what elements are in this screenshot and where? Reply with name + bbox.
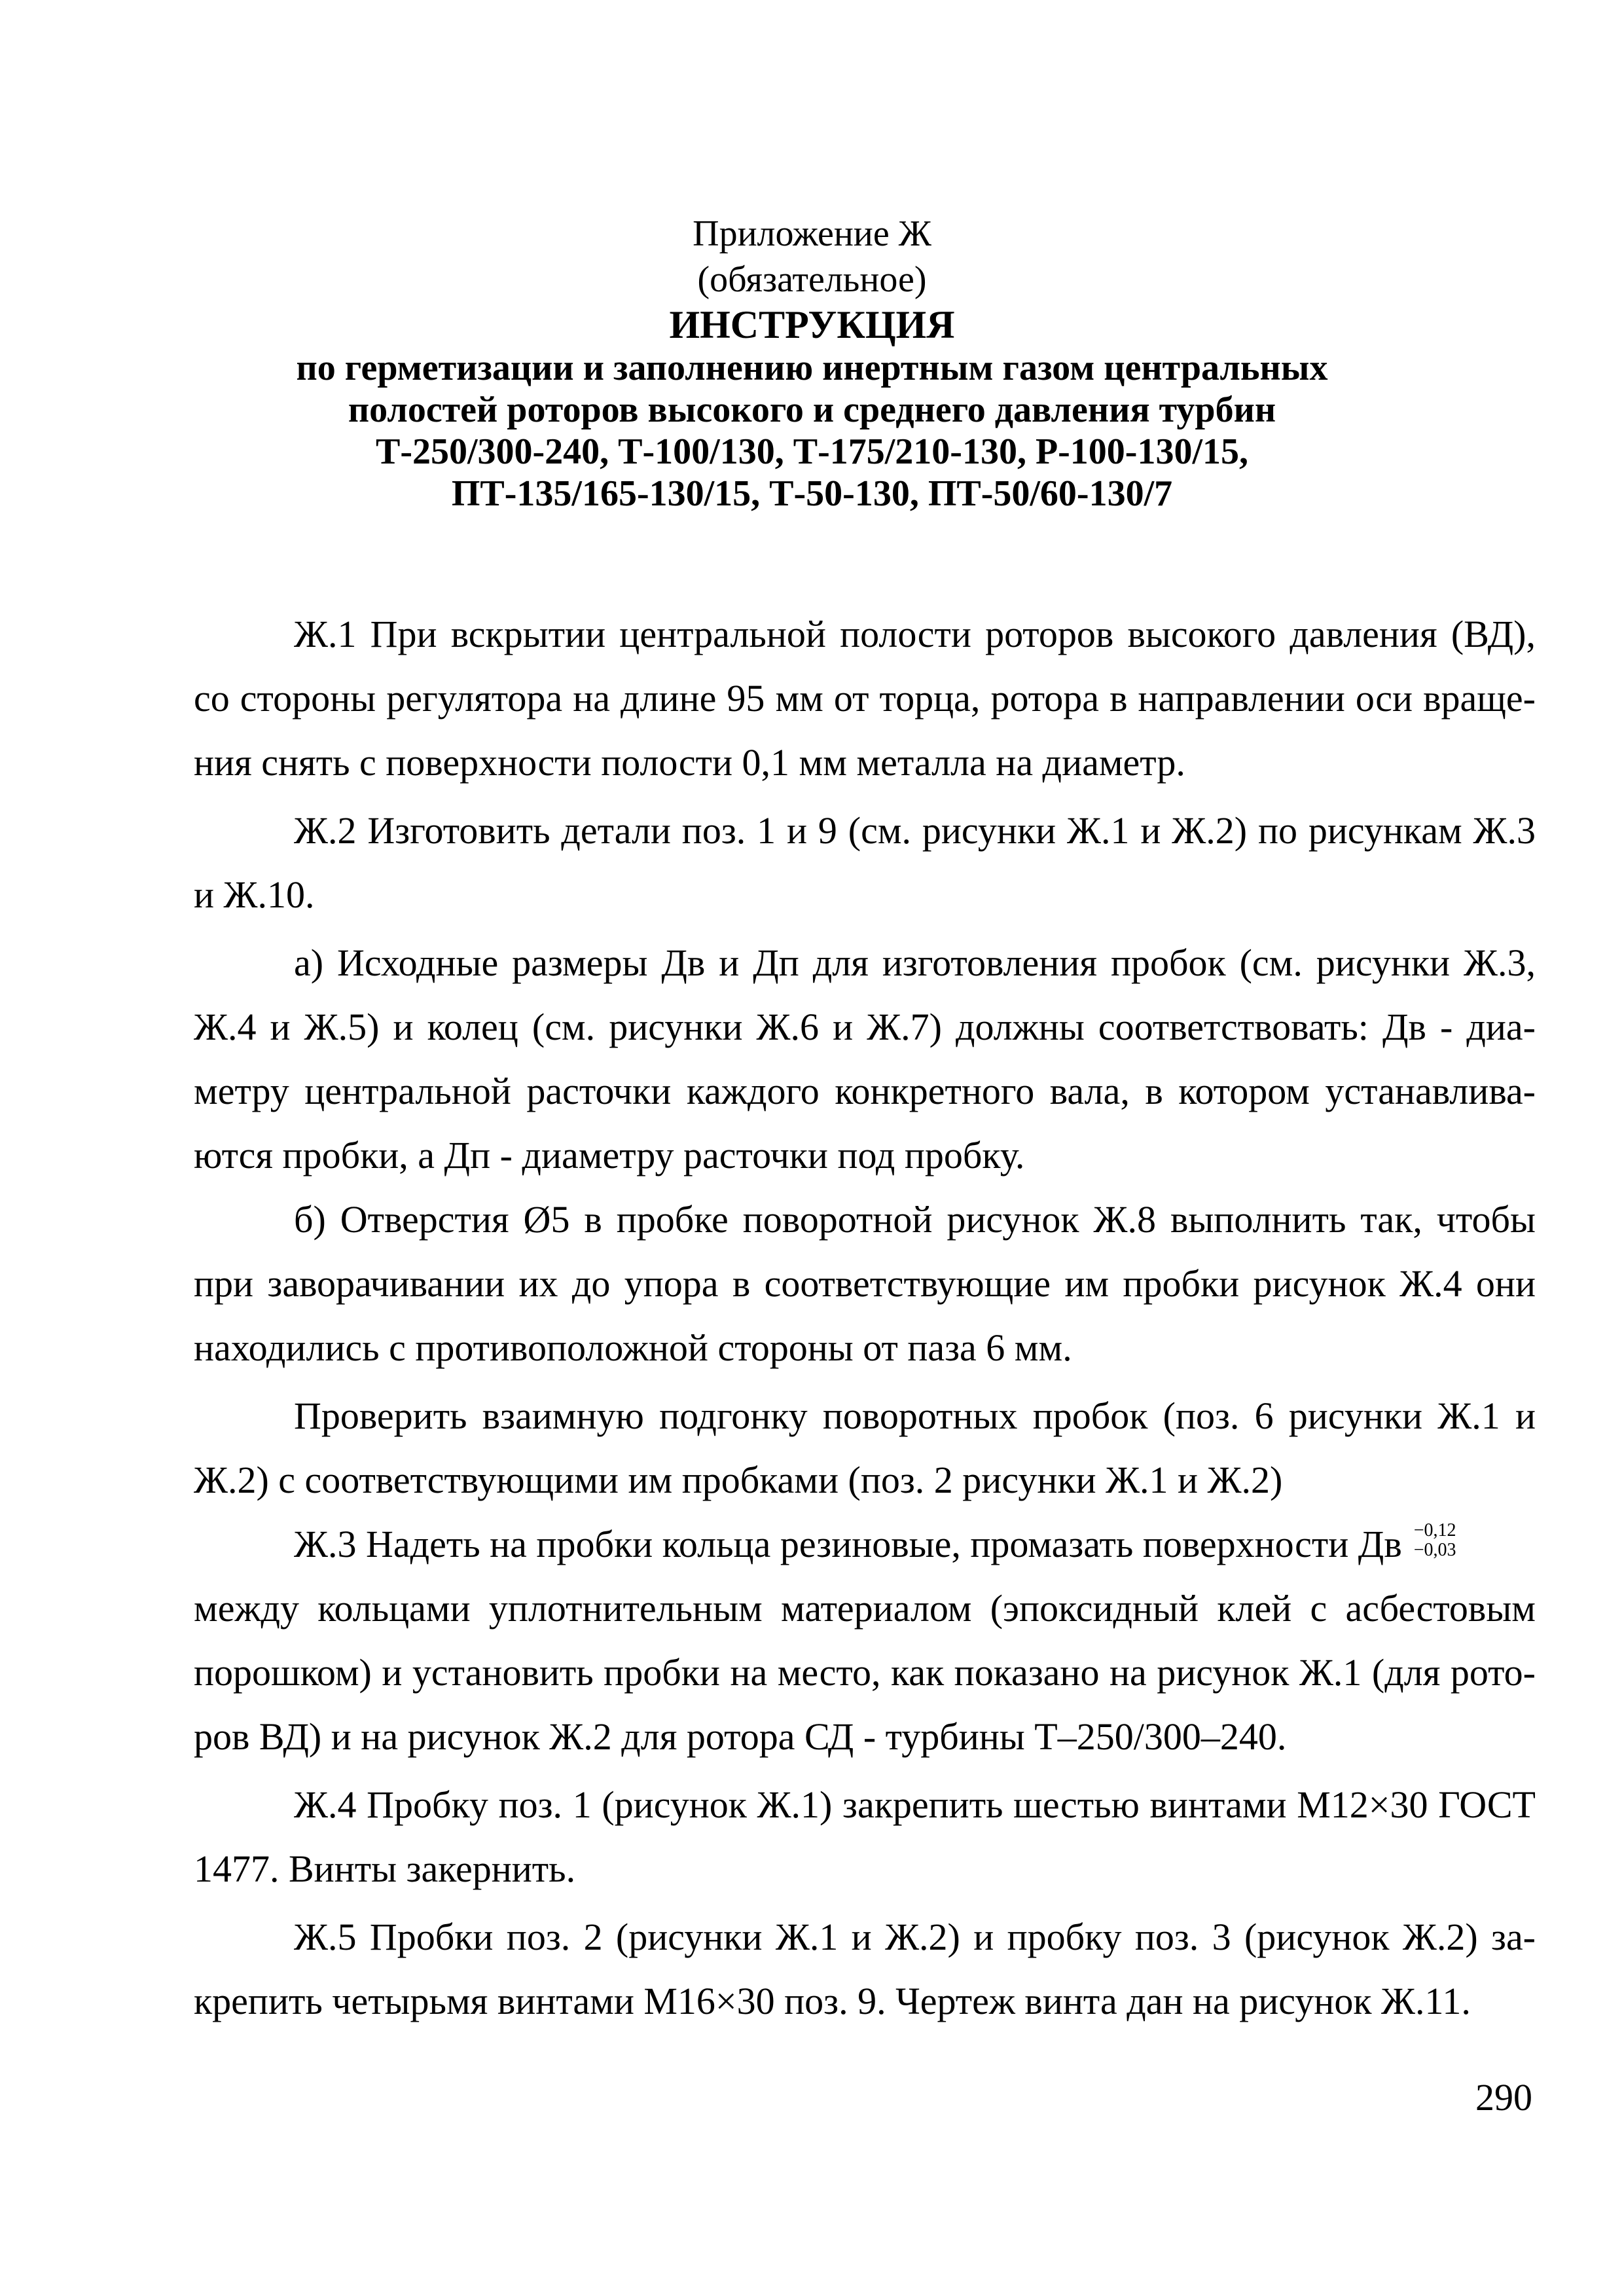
paragraph-zh1: Ж.1 При вскрытии центральной полости роторов высокого давления (ВД), со стороны регулятора на длине 95 мм от торца, ротора в направлении оси враще-ния снять с поверхности полости 0,1 мм металла на диаметр. (194, 613, 1536, 784)
tolerance-upper: −0,12 (1413, 1520, 1456, 1540)
paragraph-zh4: Ж.4 Пробку поз. 1 (рисунок Ж.1) закрепить шестью винтами М12×30 ГОСТ 1477. Винты закернить. (194, 1783, 1536, 1890)
subtitle-line-1: по герметизации и заполнению инертным газом центральных (296, 348, 1328, 388)
paragraph-zh2-a: а) Исходные размеры Дв и Дп для изготовления пробок (см. рисунки Ж.3, Ж.4 и Ж.5) и колец (см. рисунки Ж.6 и Ж.7) должны соответствовать: Дв - диа-метру центральной расточки каждого конкретного вала, в котором устанавлива-ются пробки, а Дп - диаметру расточки под пробку. (194, 941, 1536, 1176)
paragraph-zh3-continued: между кольцами уплотнительным материалом (эпоксидный клей с асбестовым порошком) и установить пробки на место, как показано на рисунок Ж.1 (для рото-ров ВД) и на рисунок Ж.2 для ротора СД - турбины Т–250/300–240. (194, 1587, 1536, 1758)
paragraph-zh3 (194, 1512, 1536, 1576)
paragraph-zh5: Ж.5 Пробки поз. 2 (рисунки Ж.1 и Ж.2) и пробку поз. 3 (рисунок Ж.2) за-крепить четырьмя винтами М16×30 поз. 9. Чертеж винта дан на рисунок Ж.11. (194, 1916, 1536, 2022)
tolerance-lower: −0,03 (1413, 1539, 1456, 1560)
paragraph-zh2: Ж.2 Изготовить детали поз. 1 и 9 (см. рисунки Ж.1 и Ж.2) по рисункам Ж.3 и Ж.10. (194, 809, 1536, 916)
subtitle-line-2: полостей роторов высокого и среднего давления турбин (348, 390, 1276, 430)
appendix-label: Приложение Ж (693, 213, 931, 254)
tolerance-annotation (1414, 1521, 1456, 1560)
instruction-body (194, 602, 1536, 2033)
paragraph-zh2-b: б) Отверстия Ø5 в пробке поворотной рисунок Ж.8 выполнить так, чтобы при заворачивании их до упора в соответствующие им пробки рисунок Ж.4 они находились с противоположной стороны от паза 6 мм. (194, 1198, 1536, 1369)
paragraph-zh3-start: Ж.3 Надеть на пробки кольца резиновые, промазать поверхности Дв (294, 1523, 1402, 1565)
mandatory-label: (обязательное) (697, 259, 927, 300)
paragraph-check: Проверить взаимную подгонку поворотных пробок (поз. 6 рисунки Ж.1 и Ж.2) с соответствующими им пробками (поз. 2 рисунки Ж.1 и Ж.2) (194, 1394, 1536, 1501)
subtitle-line-3: Т-250/300-240, Т-100/130, Т-175/210-130, Р-100-130/15, (375, 431, 1249, 472)
appendix-header (0, 211, 1624, 515)
subtitle-line-4: ПТ-135/165-130/15, Т-50-130, ПТ-50/60-130/7 (451, 473, 1173, 514)
document-title: ИНСТРУКЦИЯ (669, 303, 955, 346)
page-number: 290 (1475, 2076, 1532, 2119)
